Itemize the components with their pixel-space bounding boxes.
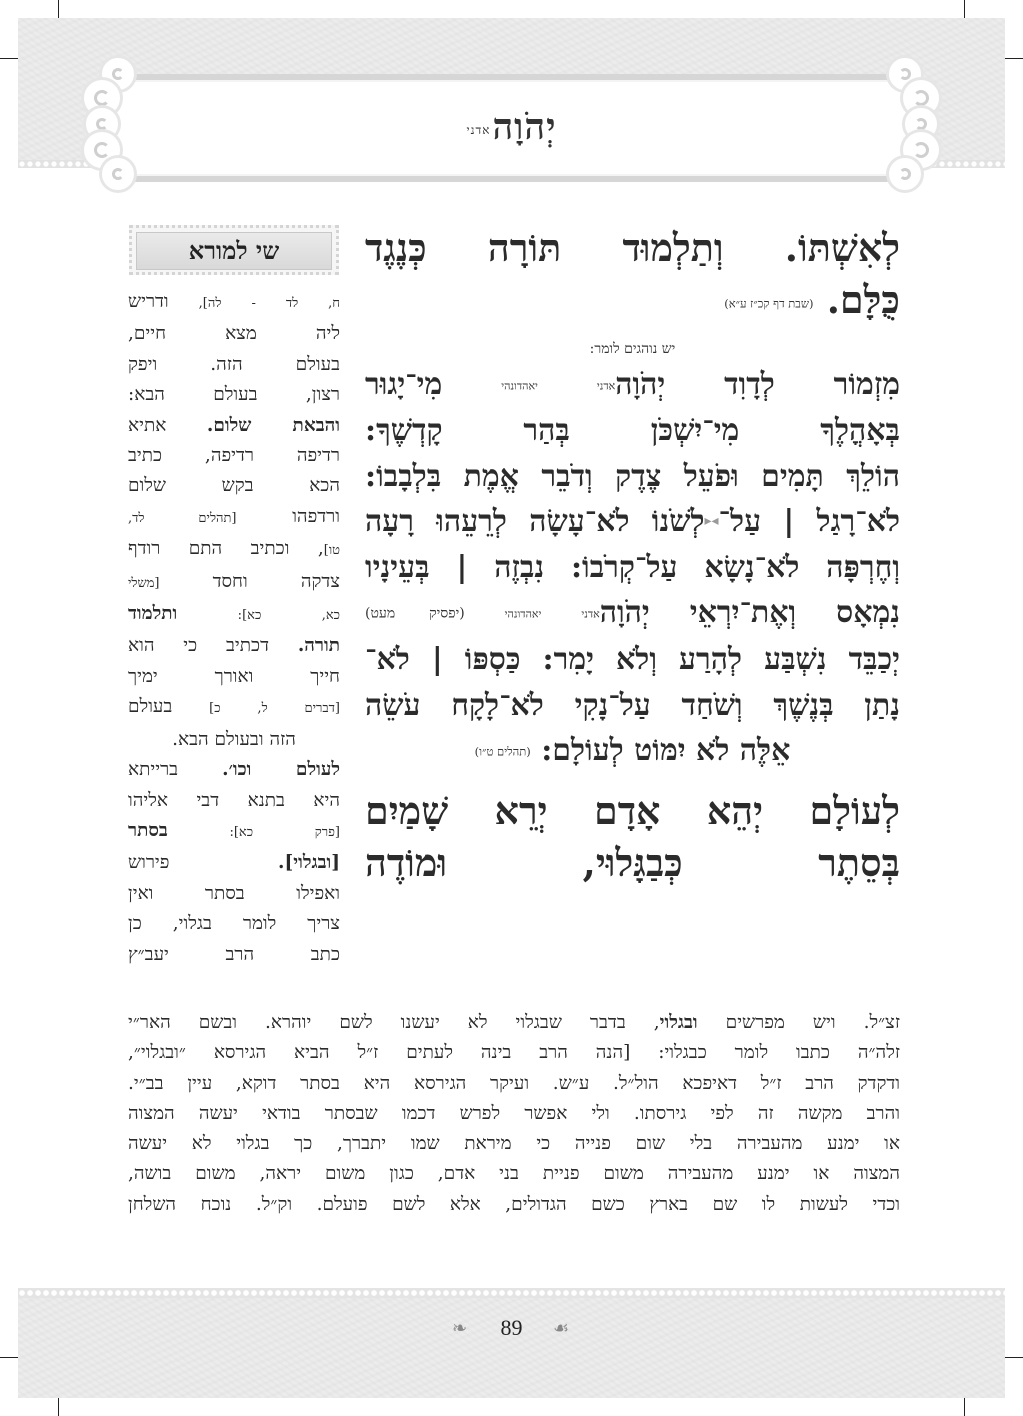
bold-lemma: בסתר	[128, 819, 168, 841]
psalm-line: נָתַן בְּנֶשֶׁךְ וְשֹׁחַד עַל־נָקִי לֹא־לָקָח עֹשֵׂה	[365, 687, 900, 723]
main-prayer-text	[365, 222, 900, 889]
text-run: ברייתא	[128, 759, 223, 781]
sidebar-line	[128, 441, 340, 471]
text-run: והרב מקשה זה לפי גירסתו. ולי אפשר לפרש דכמו שבסתר בודאי יעשה המצוה	[128, 1102, 900, 1124]
text-run: היא בתנא דבי אליהו	[128, 789, 340, 811]
citation: [פרק כא]:	[167, 824, 340, 840]
text-run: ודריש	[128, 291, 169, 312]
divine-name-kavana: יאהדונהי	[504, 607, 542, 621]
text-run: או ימנע מהעבירה בלי שום פנייה כי מיראת שמו יתברך, כך בגלוי לא יעשה	[128, 1133, 900, 1155]
sidebar-line	[128, 350, 340, 380]
sidebar-line	[128, 599, 340, 631]
text-run: ודקדק הרב ז״ל דאיפכא הול״ל. ע״ש. ועיקר הגירסא היא בסתר דוקא, עיין בב״י.	[128, 1072, 900, 1094]
text-run: אתיא	[128, 414, 207, 436]
commentary-line	[128, 1190, 900, 1220]
sidebar-line	[128, 755, 340, 785]
sidebar-line	[128, 631, 340, 661]
sidebar-line	[128, 471, 340, 501]
custom-note: יש נוהגים לומר:	[589, 340, 676, 357]
sidebar-line	[128, 411, 340, 441]
sidebar-line	[128, 380, 340, 410]
commentary-line	[128, 1159, 900, 1189]
psalm-line	[365, 590, 900, 637]
psalm-line	[365, 499, 900, 545]
commentary-line	[128, 1008, 900, 1038]
page-title-small: אדני	[466, 122, 491, 137]
text-run: , וכתיב התם רודף	[128, 538, 324, 560]
citation: כא, כא]:	[177, 608, 340, 624]
sidebar-title: שי למורא	[136, 232, 332, 270]
psalm-line: וְחֶרְפָּה לֹא־נָשָׂא עַל־קְרֹבוֹ: נִבְזֶה | בְּעֵינָיו	[365, 549, 900, 585]
sidebar-commentary	[128, 225, 340, 970]
psalm-source: (תהלים ט״ו)	[474, 744, 531, 759]
divine-name-kavana: יאהדונהי	[501, 378, 538, 392]
intro-line-text: כֻּלָּם.	[826, 277, 900, 322]
intro-line: לְאִשְׁתּוֹ. וְתַלְמוּד תּוֹרָה כְּנֶגֶד	[365, 225, 900, 270]
bold-lemma: והבאת שלום.	[206, 414, 340, 436]
page-number: 89	[500, 1315, 523, 1340]
text-run: חייך ואורך ימיך	[128, 665, 340, 687]
text-run: בעולם	[128, 696, 173, 718]
psalm-text: נִמְאָס וְאֶת־יִרְאֵי יְהֹוָה	[599, 595, 901, 631]
bold-lemma: תורה.	[297, 635, 340, 657]
citation: טו]	[323, 543, 340, 559]
text-run: צדקה וחסד	[159, 570, 340, 592]
sidebar-line	[128, 848, 340, 878]
sidebar-text	[128, 287, 340, 970]
text-run: זלה״ה כתבו לומר כבגלוי: [הנה הרב בינה לעתים ז״ל הביא הגירסא ״ובגלוי״,	[128, 1042, 900, 1064]
sidebar-line	[128, 502, 340, 534]
psalm-line: הוֹלֵךְ תָּמִים וּפֹעֵל צֶדֶק וְדֹבֵר אֱמֶת בִּלְבָבוֹ:	[365, 458, 900, 494]
sidebar-line	[128, 534, 340, 566]
sidebar-line	[128, 725, 340, 755]
text-run: ואפילו בסתר ואין	[128, 882, 340, 904]
citation: [משלי	[128, 575, 160, 591]
citation: ח, לד - לה],	[168, 296, 340, 311]
commentary-line	[128, 1038, 900, 1068]
bold-lemma: ותלמוד	[128, 603, 178, 625]
citation: [דברים ל, כ]	[172, 701, 340, 717]
divine-name-small: אדני	[596, 378, 616, 392]
sidebar-line	[128, 287, 340, 319]
pause-instruction: (יפסיק מעט)	[365, 605, 465, 622]
psalm-text: לֹא־רָגַל | עַל־	[718, 504, 900, 540]
text-run: פירוש	[128, 852, 279, 874]
text-run: רדיפה רדיפה, כתיב	[128, 445, 340, 467]
text-run: הכא בקש שלום	[128, 475, 340, 497]
text-run: בעולם הזה. ויפק	[128, 353, 340, 375]
bead-border	[18, 1288, 1005, 1298]
citation: [תהלים לד,	[128, 510, 237, 526]
text-run: הזה ובעולם הבא.	[172, 728, 296, 750]
sidebar-line	[128, 816, 340, 848]
text-run: צריך לומר בגלוי, כן	[128, 913, 340, 935]
psalm-text: מִי־יָגוּר	[365, 366, 443, 402]
sidebar-line	[128, 567, 340, 599]
intro-source: (שבת דף קכ״ז ע״א)	[724, 296, 814, 311]
bottom-commentary	[128, 1008, 900, 1220]
text-run: כתב הרב יעב״ץ	[128, 943, 340, 965]
sidebar-line	[128, 909, 340, 939]
psalm-line: בְּאָהֳלֶךָ מִי־יִשְׁכֹּן בְּהַר קָדְשֶׁךָ:	[365, 413, 900, 449]
psalm-line: יְכַבֵּד נִשְׁבַּע לְהָרַע וְלֹא יָמִר: כַּסְפּוֹ | לֹא־	[365, 642, 900, 677]
ornament-left-icon: ❧	[452, 1318, 468, 1339]
sidebar-line	[128, 879, 340, 909]
divine-name-small: אדני	[581, 607, 600, 621]
bold-lemma: ובגלוי	[659, 1012, 698, 1033]
ornament-right-icon: ☙	[553, 1318, 570, 1339]
text-run: רצון, בעולם הבא:	[128, 384, 340, 406]
text-run: ורדפהו	[236, 505, 340, 527]
commentary-line	[128, 1069, 900, 1099]
closing-line: בְּסֵתֶר כְּבַגָּלוּי, וּמוֹדֶה	[365, 839, 900, 885]
intro-line	[365, 274, 900, 330]
sidebar-line	[128, 786, 340, 816]
text-run: ליה מצא חיים,	[128, 323, 340, 345]
text-run: , בדבר שבגלוי לא יעשנו לשם יוהרא. ובשם האר״י	[128, 1012, 660, 1033]
bold-lemma: לעולם וכו׳.	[222, 759, 340, 781]
closing-line: לְעוֹלָם יְהֵא אָדָם יְרֵא שָׁמַיִם	[365, 787, 900, 833]
page-title	[0, 106, 1023, 148]
commentary-line	[128, 1099, 900, 1129]
footer-band	[18, 1288, 1005, 1398]
text-run: דכתיב כי הוא	[128, 635, 298, 657]
sidebar-line	[128, 692, 340, 724]
psalm-line	[365, 728, 900, 775]
sidebar-line	[128, 662, 340, 692]
text-run: וכדי לעשות לו שם בארץ כשם הגדולים, אלא לשם פועלם. וק״ל. נוכח השלחן	[128, 1193, 900, 1215]
page-title-text: יְהֹוָה	[492, 106, 557, 148]
psalm-text: אֵלֶּה לֹא יִמּוֹט לְעוֹלָם:	[541, 733, 791, 768]
pause-mark-icon: ◂▸	[704, 513, 719, 530]
psalm-text: מִזְמוֹר לְדָוִד יְהֹוָה	[615, 366, 900, 402]
sidebar-line	[128, 940, 340, 970]
text-run: זצ״ל. ויש מפרשים	[697, 1012, 900, 1033]
text-run: המצוה או ימנע מהעבירה משום פניית בני אדם, כגון משום יראה, משום בושה,	[128, 1163, 900, 1185]
bold-lemma: [ובגלוי].	[278, 852, 340, 874]
sidebar-title-box	[129, 225, 339, 275]
commentary-line	[128, 1129, 900, 1159]
psalm-text: לְשֹׁנוֹ לֹא־עָשָׂה לְרֵעֵהוּ רָעָה	[365, 504, 705, 540]
psalm-line	[365, 362, 900, 409]
sidebar-line	[128, 319, 340, 349]
